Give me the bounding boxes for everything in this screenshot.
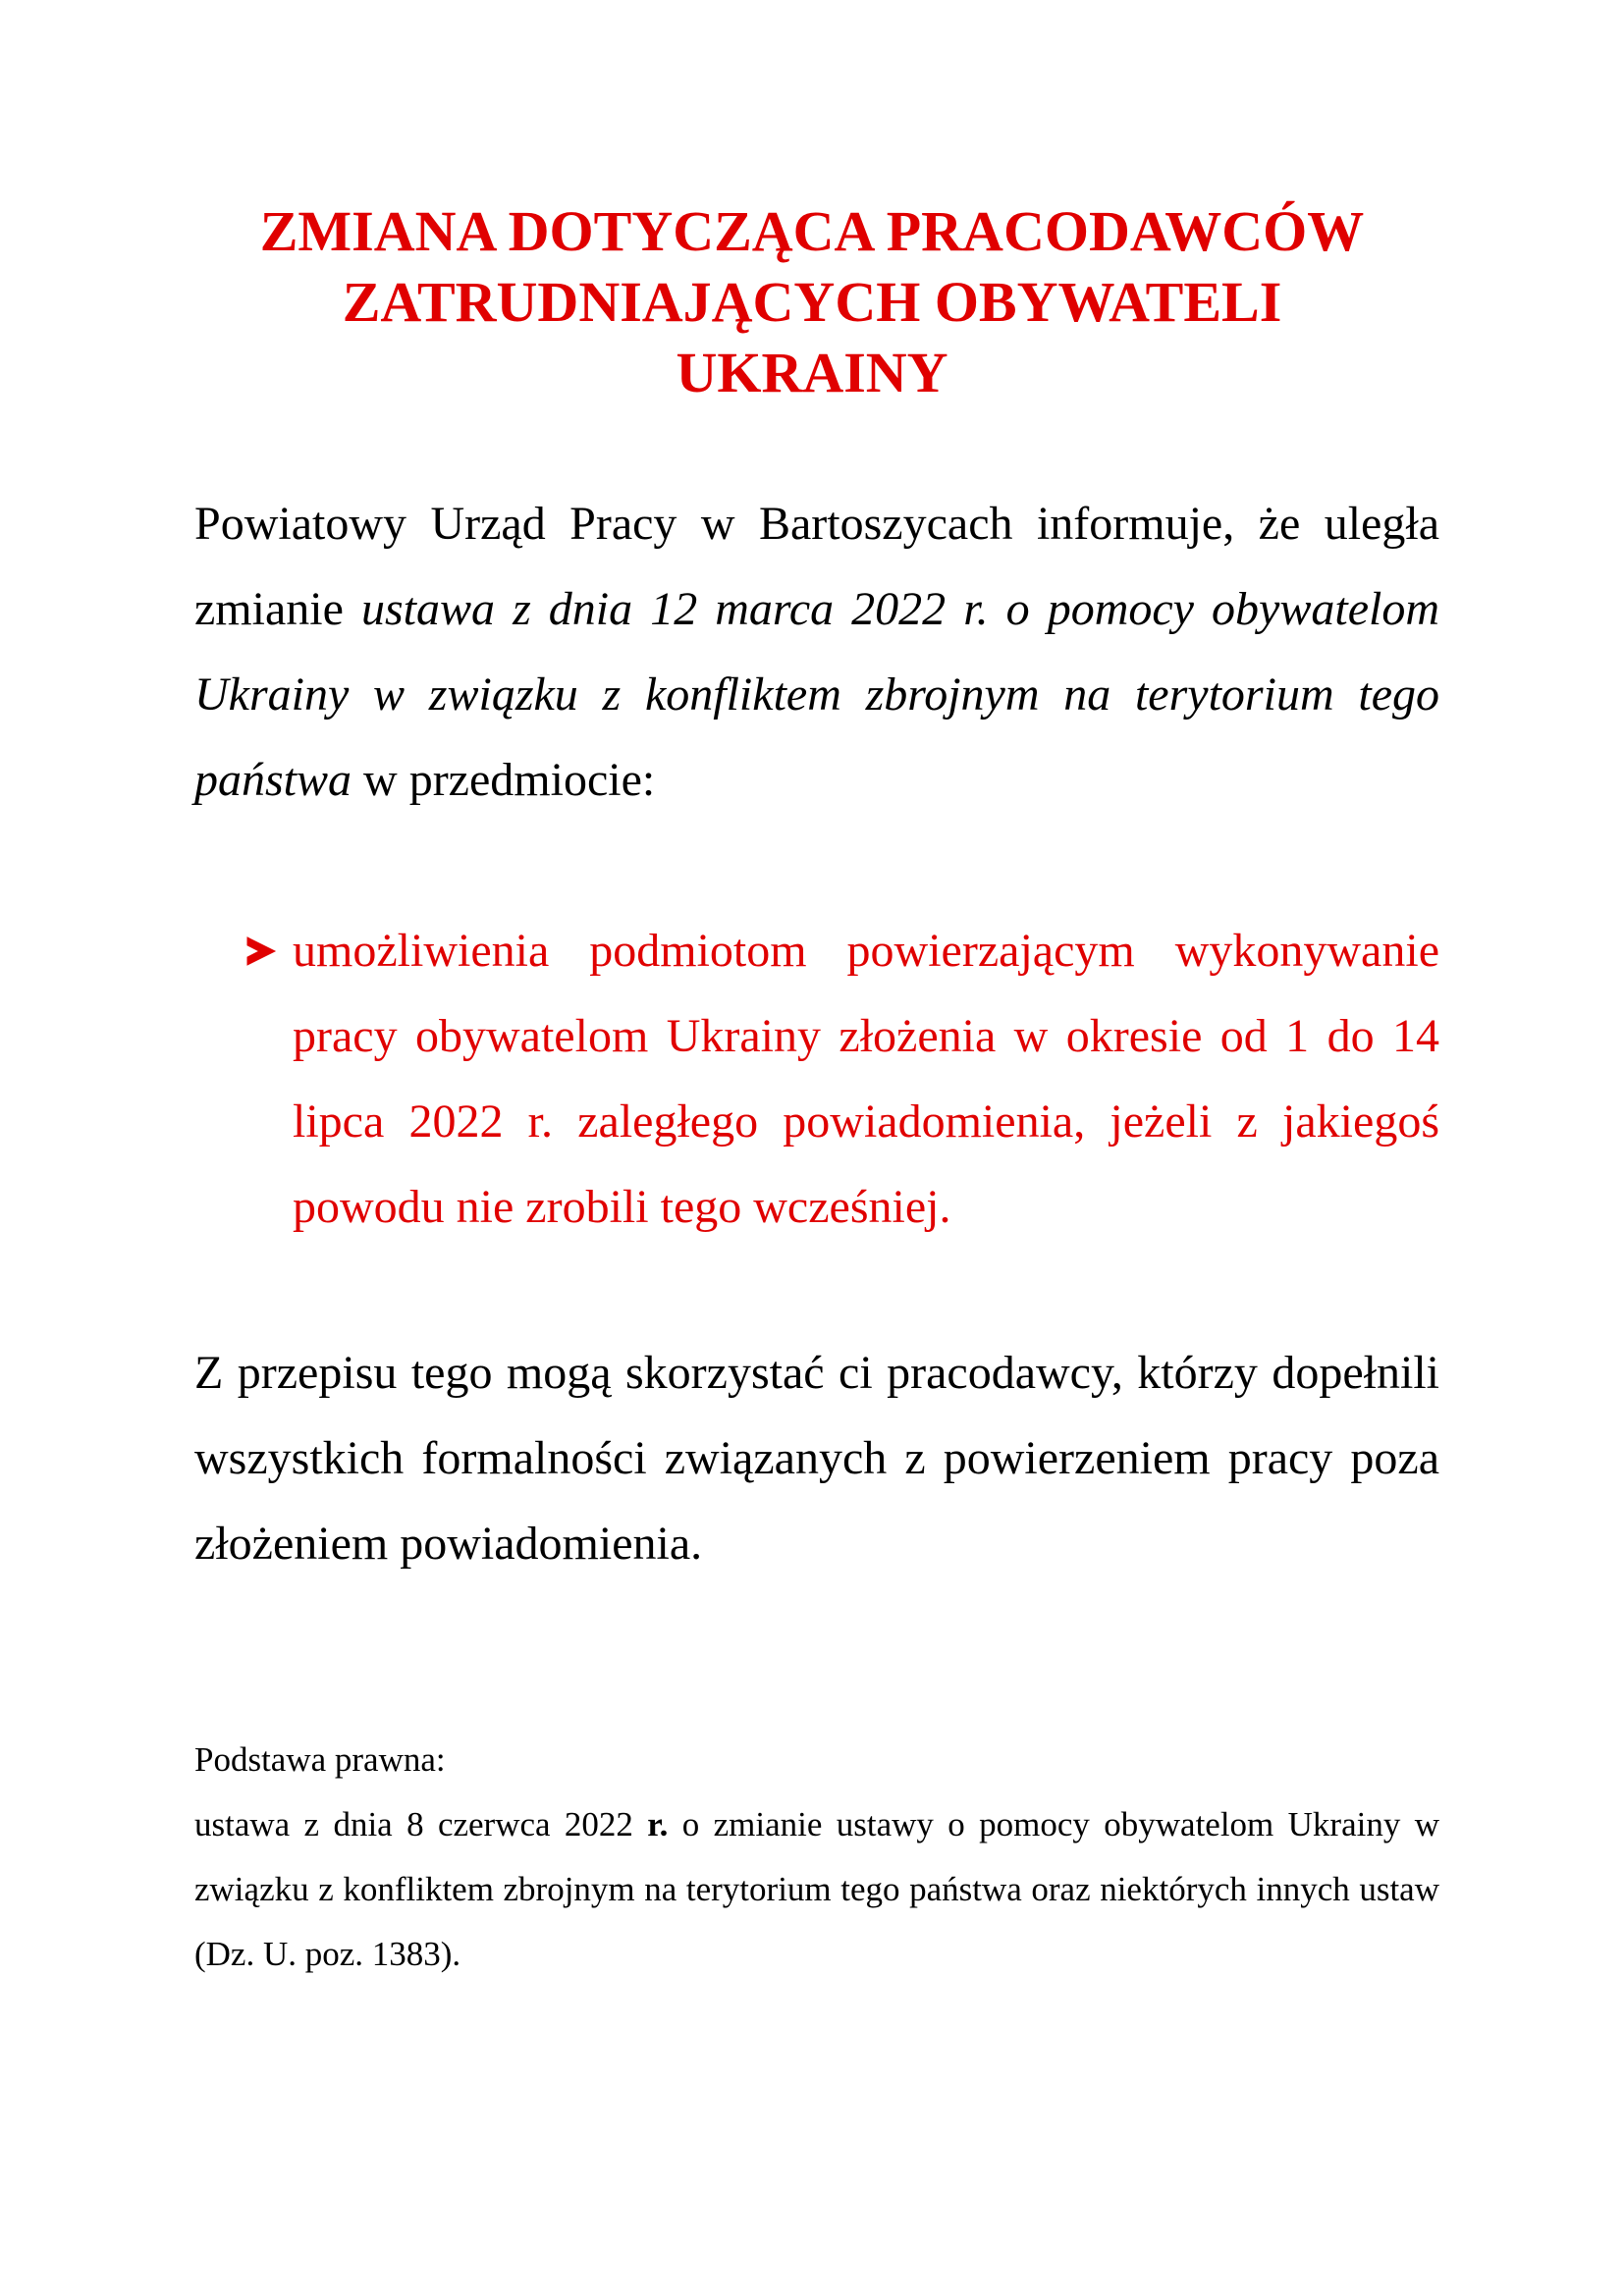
legal-basis-text-end: o zmianie ustawy o pomocy obywatelom Ukrainy w związku z konfliktem zbrojnym na terytorium tego państwa oraz niektórych innych ustaw (Dz. U. poz. 1383). xyxy=(194,1805,1439,1973)
bullet-list-item xyxy=(244,908,1439,1250)
arrow-right-bullet-icon xyxy=(244,934,279,969)
intro-lead: Powiatowy Urząd Pracy w Bartoszycach informuje, że uległa zmianie xyxy=(194,498,1439,635)
legal-basis xyxy=(194,1728,1439,1987)
title-line-3: UKRAINY xyxy=(676,341,948,404)
legal-basis-r: r. xyxy=(647,1805,669,1843)
bullet-text: umożliwienia podmiotom powierzającym wykonywanie pracy obywatelom Ukrainy złożenia w okresie od 1 do 14 lipca 2022 r. zaległego powiadomienia, jeżeli z jakiegoś powodu nie zrobili tego wcześniej. xyxy=(293,925,1439,1233)
intro-tail: w przedmiocie: xyxy=(352,754,656,806)
act-title: ustawa z dnia 12 marca 2022 r. o pomocy obywatelom Ukrainy w związku z konfliktem zbrojnym na terytorium tego państwa xyxy=(194,583,1439,806)
intro-paragraph xyxy=(194,481,1439,823)
legal-basis-text-start: ustawa z dnia 8 czerwca 2022 xyxy=(194,1805,648,1843)
employer-paragraph: Z przepisu tego mogą skorzystać ci pracodawcy, którzy dopełnili wszystkich formalności związanych z powierzeniem pracy poza złożeniem powiadomienia. xyxy=(194,1347,1439,1570)
title-line-1: ZMIANA DOTYCZĄCA PRACODAWCÓW xyxy=(259,199,1365,263)
title-line-2: ZATRUDNIAJĄCYCH OBYWATELI xyxy=(342,270,1282,334)
legal-basis-label: Podstawa prawna: xyxy=(194,1740,446,1779)
document-title xyxy=(196,196,1428,408)
